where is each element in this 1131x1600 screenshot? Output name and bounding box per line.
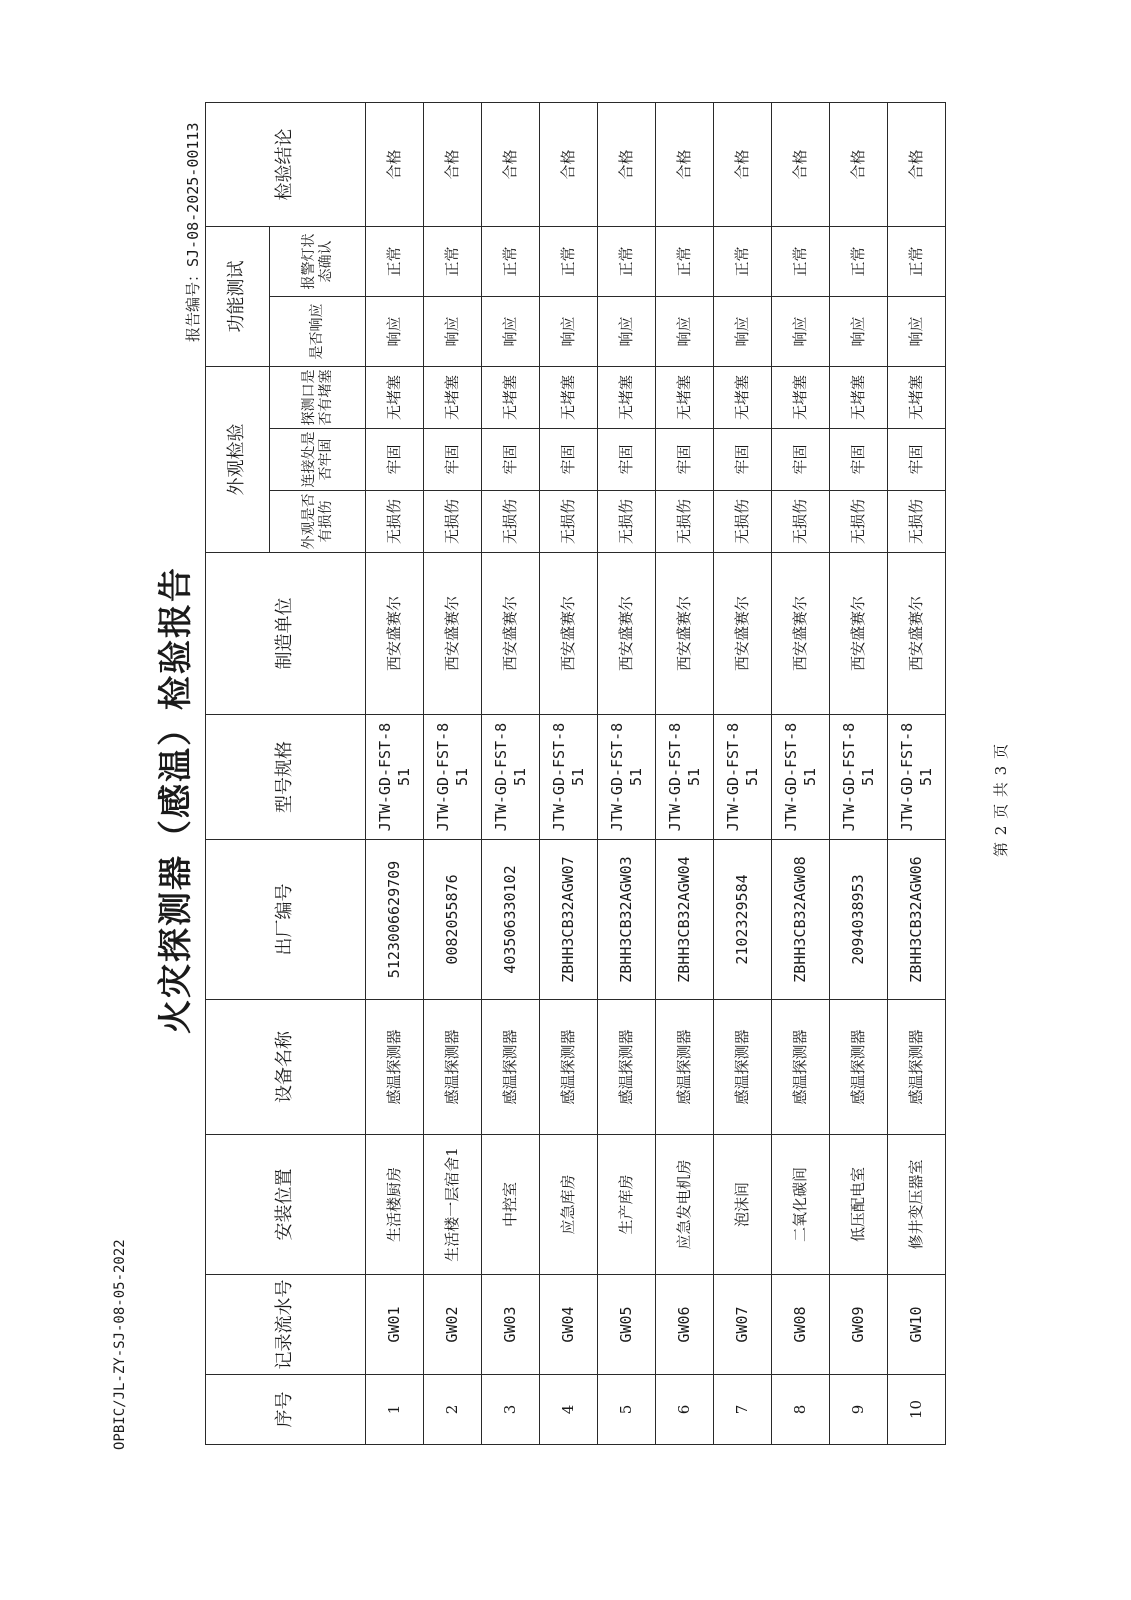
- cell-connection: 牢固: [424, 429, 482, 491]
- cell-device-name: 感温探测器: [482, 1000, 540, 1135]
- header-appearance-group: 外观检验: [206, 366, 270, 552]
- header-conclusion: 检验结论: [206, 102, 366, 226]
- page-title: 火灾探测器（感温）检验报告: [156, 566, 196, 1034]
- cell-conclusion: 合格: [888, 102, 946, 226]
- cell-model: JTW-GD-FST-851: [424, 715, 482, 840]
- cell-seq: 1: [366, 1375, 424, 1445]
- cell-damage: 无损伤: [656, 491, 714, 553]
- cell-connection: 牢固: [598, 429, 656, 491]
- header-model: 型号规格: [206, 715, 366, 840]
- table-row: [540, 102, 598, 1444]
- cell-model: JTW-GD-FST-851: [888, 715, 946, 840]
- cell-damage: 无损伤: [598, 491, 656, 553]
- cell-light: 正常: [888, 226, 946, 296]
- cell-damage: 无损伤: [714, 491, 772, 553]
- cell-conclusion: 合格: [540, 102, 598, 226]
- cell-light: 正常: [540, 226, 598, 296]
- cell-connection: 牢固: [366, 429, 424, 491]
- cell-location: 低压配电室: [830, 1135, 888, 1275]
- cell-location: 应急发电机房: [656, 1135, 714, 1275]
- cell-maker: 西安盛赛尔: [888, 553, 946, 715]
- cell-connection: 牢固: [772, 429, 830, 491]
- table-row: [656, 102, 714, 1444]
- cell-serial: 0082055876: [424, 840, 482, 1000]
- cell-location: 泡沫间: [714, 1135, 772, 1275]
- cell-serial: 2094038953: [830, 840, 888, 1000]
- cell-blocked: 无堵塞: [366, 366, 424, 428]
- cell-seq: 6: [656, 1375, 714, 1445]
- cell-device-name: 感温探测器: [598, 1000, 656, 1135]
- cell-serial: ZBHH3CB32AGW03: [598, 840, 656, 1000]
- header-app-connection: 连接处是否牢固: [270, 429, 366, 491]
- table-row: [772, 102, 830, 1444]
- cell-location: 二氧化碳间: [772, 1135, 830, 1275]
- cell-seq: 9: [830, 1375, 888, 1445]
- cell-light: 正常: [772, 226, 830, 296]
- cell-serial: ZBHH3CB32AGW07: [540, 840, 598, 1000]
- cell-response: 响应: [714, 296, 772, 366]
- cell-maker: 西安盛赛尔: [772, 553, 830, 715]
- table-row: [888, 102, 946, 1444]
- table-row: [482, 102, 540, 1444]
- cell-connection: 牢固: [482, 429, 540, 491]
- cell-connection: 牢固: [540, 429, 598, 491]
- cell-record-no: GW05: [598, 1275, 656, 1375]
- cell-record-no: GW06: [656, 1275, 714, 1375]
- cell-record-no: GW04: [540, 1275, 598, 1375]
- cell-damage: 无损伤: [888, 491, 946, 553]
- cell-record-no: GW10: [888, 1275, 946, 1375]
- cell-serial: 2102329584: [714, 840, 772, 1000]
- cell-conclusion: 合格: [714, 102, 772, 226]
- cell-device-name: 感温探测器: [714, 1000, 772, 1135]
- cell-record-no: GW03: [482, 1275, 540, 1375]
- cell-device-name: 感温探测器: [656, 1000, 714, 1135]
- cell-serial: ZBHH3CB32AGW06: [888, 840, 946, 1000]
- cell-blocked: 无堵塞: [482, 366, 540, 428]
- cell-blocked: 无堵塞: [540, 366, 598, 428]
- cell-light: 正常: [714, 226, 772, 296]
- header-seq: 序号: [206, 1375, 366, 1445]
- cell-maker: 西安盛赛尔: [598, 553, 656, 715]
- cell-seq: 3: [482, 1375, 540, 1445]
- cell-model: JTW-GD-FST-851: [772, 715, 830, 840]
- cell-maker: 西安盛赛尔: [656, 553, 714, 715]
- cell-response: 响应: [366, 296, 424, 366]
- cell-location: 中控室: [482, 1135, 540, 1275]
- cell-conclusion: 合格: [424, 102, 482, 226]
- cell-response: 响应: [424, 296, 482, 366]
- cell-seq: 10: [888, 1375, 946, 1445]
- cell-conclusion: 合格: [598, 102, 656, 226]
- header-location: 安装位置: [206, 1135, 366, 1275]
- cell-damage: 无损伤: [540, 491, 598, 553]
- table-row: [424, 102, 482, 1444]
- cell-record-no: GW09: [830, 1275, 888, 1375]
- cell-blocked: 无堵塞: [424, 366, 482, 428]
- header-serial: 出厂编号: [206, 840, 366, 1000]
- cell-maker: 西安盛赛尔: [366, 553, 424, 715]
- cell-conclusion: 合格: [772, 102, 830, 226]
- cell-blocked: 无堵塞: [888, 366, 946, 428]
- cell-model: JTW-GD-FST-851: [482, 715, 540, 840]
- cell-record-no: GW07: [714, 1275, 772, 1375]
- cell-location: 生产库房: [598, 1135, 656, 1275]
- cell-connection: 牢固: [656, 429, 714, 491]
- cell-location: 生活楼一层宿舍1: [424, 1135, 482, 1275]
- cell-maker: 西安盛赛尔: [714, 553, 772, 715]
- header-fn-light: 报警灯状态确认: [270, 226, 366, 296]
- cell-model: JTW-GD-FST-851: [540, 715, 598, 840]
- cell-response: 响应: [888, 296, 946, 366]
- header-device-name: 设备名称: [206, 1000, 366, 1135]
- header-function-group: 功能测试: [206, 226, 270, 366]
- cell-maker: 西安盛赛尔: [482, 553, 540, 715]
- cell-connection: 牢固: [830, 429, 888, 491]
- cell-blocked: 无堵塞: [714, 366, 772, 428]
- table-row: [598, 102, 656, 1444]
- cell-conclusion: 合格: [656, 102, 714, 226]
- cell-damage: 无损伤: [772, 491, 830, 553]
- cell-light: 正常: [482, 226, 540, 296]
- cell-seq: 2: [424, 1375, 482, 1445]
- cell-response: 响应: [656, 296, 714, 366]
- header-app-blocked: 探测口是否有堵塞: [270, 366, 366, 428]
- cell-device-name: 感温探测器: [772, 1000, 830, 1135]
- table-row: [830, 102, 888, 1444]
- cell-location: 应急库房: [540, 1135, 598, 1275]
- cell-device-name: 感温探测器: [830, 1000, 888, 1135]
- cell-damage: 无损伤: [482, 491, 540, 553]
- cell-seq: 5: [598, 1375, 656, 1445]
- cell-light: 正常: [424, 226, 482, 296]
- header-maker: 制造单位: [206, 553, 366, 715]
- cell-serial: 403506330102: [482, 840, 540, 1000]
- cell-device-name: 感温探测器: [366, 1000, 424, 1135]
- cell-device-name: 感温探测器: [888, 1000, 946, 1135]
- cell-damage: 无损伤: [366, 491, 424, 553]
- cell-conclusion: 合格: [482, 102, 540, 226]
- cell-seq: 4: [540, 1375, 598, 1445]
- cell-light: 正常: [366, 226, 424, 296]
- cell-damage: 无损伤: [830, 491, 888, 553]
- cell-serial: 5123006629709: [366, 840, 424, 1000]
- cell-model: JTW-GD-FST-851: [366, 715, 424, 840]
- cell-serial: ZBHH3CB32AGW04: [656, 840, 714, 1000]
- cell-damage: 无损伤: [424, 491, 482, 553]
- cell-record-no: GW01: [366, 1275, 424, 1375]
- cell-blocked: 无堵塞: [598, 366, 656, 428]
- cell-model: JTW-GD-FST-851: [830, 715, 888, 840]
- cell-serial: ZBHH3CB32AGW08: [772, 840, 830, 1000]
- cell-conclusion: 合格: [830, 102, 888, 226]
- cell-response: 响应: [772, 296, 830, 366]
- table-row: [366, 102, 424, 1444]
- cell-maker: 西安盛赛尔: [424, 553, 482, 715]
- cell-light: 正常: [598, 226, 656, 296]
- page-number: 第 2 页 共 3 页: [992, 743, 1010, 857]
- cell-light: 正常: [830, 226, 888, 296]
- header-record-no: 记录流水号: [206, 1275, 366, 1375]
- cell-device-name: 感温探测器: [540, 1000, 598, 1135]
- cell-location: 修井变压器室: [888, 1135, 946, 1275]
- cell-connection: 牢固: [888, 429, 946, 491]
- report-number: 报告编号：SJ-08-2025-00113: [184, 122, 202, 342]
- cell-location: 生活楼厨房: [366, 1135, 424, 1275]
- cell-record-no: GW02: [424, 1275, 482, 1375]
- cell-blocked: 无堵塞: [656, 366, 714, 428]
- cell-light: 正常: [656, 226, 714, 296]
- cell-seq: 7: [714, 1375, 772, 1445]
- cell-blocked: 无堵塞: [830, 366, 888, 428]
- cell-maker: 西安盛赛尔: [540, 553, 598, 715]
- cell-model: JTW-GD-FST-851: [598, 715, 656, 840]
- cell-response: 响应: [482, 296, 540, 366]
- cell-device-name: 感温探测器: [424, 1000, 482, 1135]
- header-fn-response: 是否响应: [270, 296, 366, 366]
- table-row: [714, 102, 772, 1444]
- header-app-damage: 外观是否有损伤: [270, 491, 366, 553]
- cell-blocked: 无堵塞: [772, 366, 830, 428]
- cell-record-no: GW08: [772, 1275, 830, 1375]
- cell-response: 响应: [598, 296, 656, 366]
- cell-connection: 牢固: [714, 429, 772, 491]
- cell-response: 响应: [830, 296, 888, 366]
- inspection-table: [205, 102, 946, 1445]
- cell-conclusion: 合格: [366, 102, 424, 226]
- cell-response: 响应: [540, 296, 598, 366]
- cell-maker: 西安盛赛尔: [830, 553, 888, 715]
- form-code: OPBIC/JL-ZY-SJ-08-05-2022: [112, 1239, 128, 1450]
- cell-model: JTW-GD-FST-851: [714, 715, 772, 840]
- cell-seq: 8: [772, 1375, 830, 1445]
- cell-model: JTW-GD-FST-851: [656, 715, 714, 840]
